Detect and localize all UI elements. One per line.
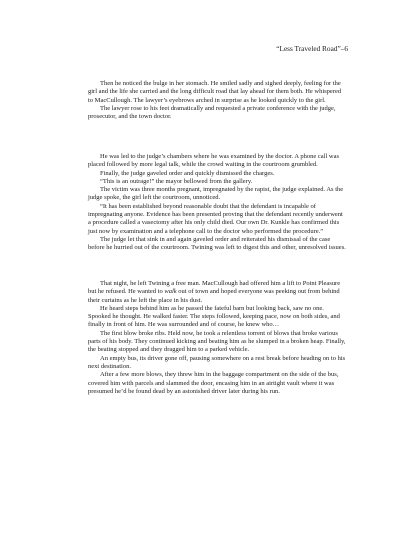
paragraph: “This is an outrage!” the mayor bellowed from the gallery. <box>100 177 253 185</box>
paragraph: Then he noticed the bulge in her stomach. He smiled sadly and sighed deeply, feeling for the girl and the life she carried and the long difficult road that lay ahead for them both. He whispered to MacCullough. The lawyer’s eyebrows arched in surprise as he looked quickly to the girl. <box>88 80 342 104</box>
paragraph: The lawyer rose to his feet dramatically and requested a private conference with the judge, prosecutor, and the town doctor. <box>88 104 336 121</box>
section-3 <box>88 280 347 396</box>
paragraph: Finally, the judge gaveled order and quickly dismissed the charges. <box>100 169 275 177</box>
paragraph: He heard steps behind him as he passed the fateful barn but looking back, saw no one. Spooked he thought. He walked faster. The steps followed, keeping pace, now on both sides, and finally in front of him. He was surrounded and of course, he knew who… <box>88 304 340 329</box>
paragraph-end: out of town and hoped everyone was peeking out from behind their curtains as he left the place in his dust. <box>88 288 340 304</box>
paragraph <box>88 280 347 305</box>
paragraph: He was led to the judge’s chambers where he was examined by the doctor. A phone call was placed followed by more legal talk, while the crowd waiting in the courtroom grumbled. <box>88 153 339 169</box>
running-header: “Less Traveled Road”–6 <box>276 44 348 53</box>
emphasis: walk <box>164 288 177 296</box>
paragraph: The first blow broke ribs. Held now, he took a relentless torrent of blows that broke various parts of his body. They continued kicking and beating him as he slumped in a broken heap. Finally, the beating stopped and they dragged him to a parked vehicle. <box>88 329 346 354</box>
paragraph: An empty bus, its driver gone off, pausing somewhere on a rest break before heading on to his next destination. <box>88 354 346 370</box>
paragraph: The judge let that sink in and again gaveled order and reiterated his dismissal of the case before he hurried out of the courtroom. Twining was left to digest this and other, unresolved issues. <box>88 235 346 252</box>
section-2 <box>88 153 347 253</box>
section-1 <box>88 80 347 121</box>
paragraph: The victim was three months pregnant, impregnated by the rapist, the judge explained. As the judge spoke, the girl left the courtroom, unnoticed. <box>88 186 344 202</box>
paragraph-start: That night, he left Twining a free man. MacCullough had offered him a lift to Point Pleasure but he refused. He wanted to <box>88 280 341 296</box>
paragraph: “It has been established beyond reasonable doubt that the defendant is incapable of impregnating anyone. Evidence has been presented proving that the defendant recently underwent a procedure called a vasectomy after his only child died. Our own Dr. Kunkle has confirmed this just now by examination and a telephone call to the doctor who performed the procedure.” <box>88 202 343 235</box>
paragraph: After a few more blows, they threw him in the baggage compartment on the side of the bus, covered him with parcels and slammed the door, encasing him in an airtight vault where it was presumed he’d be found dead by an astonished driver later during his run. <box>88 371 339 395</box>
